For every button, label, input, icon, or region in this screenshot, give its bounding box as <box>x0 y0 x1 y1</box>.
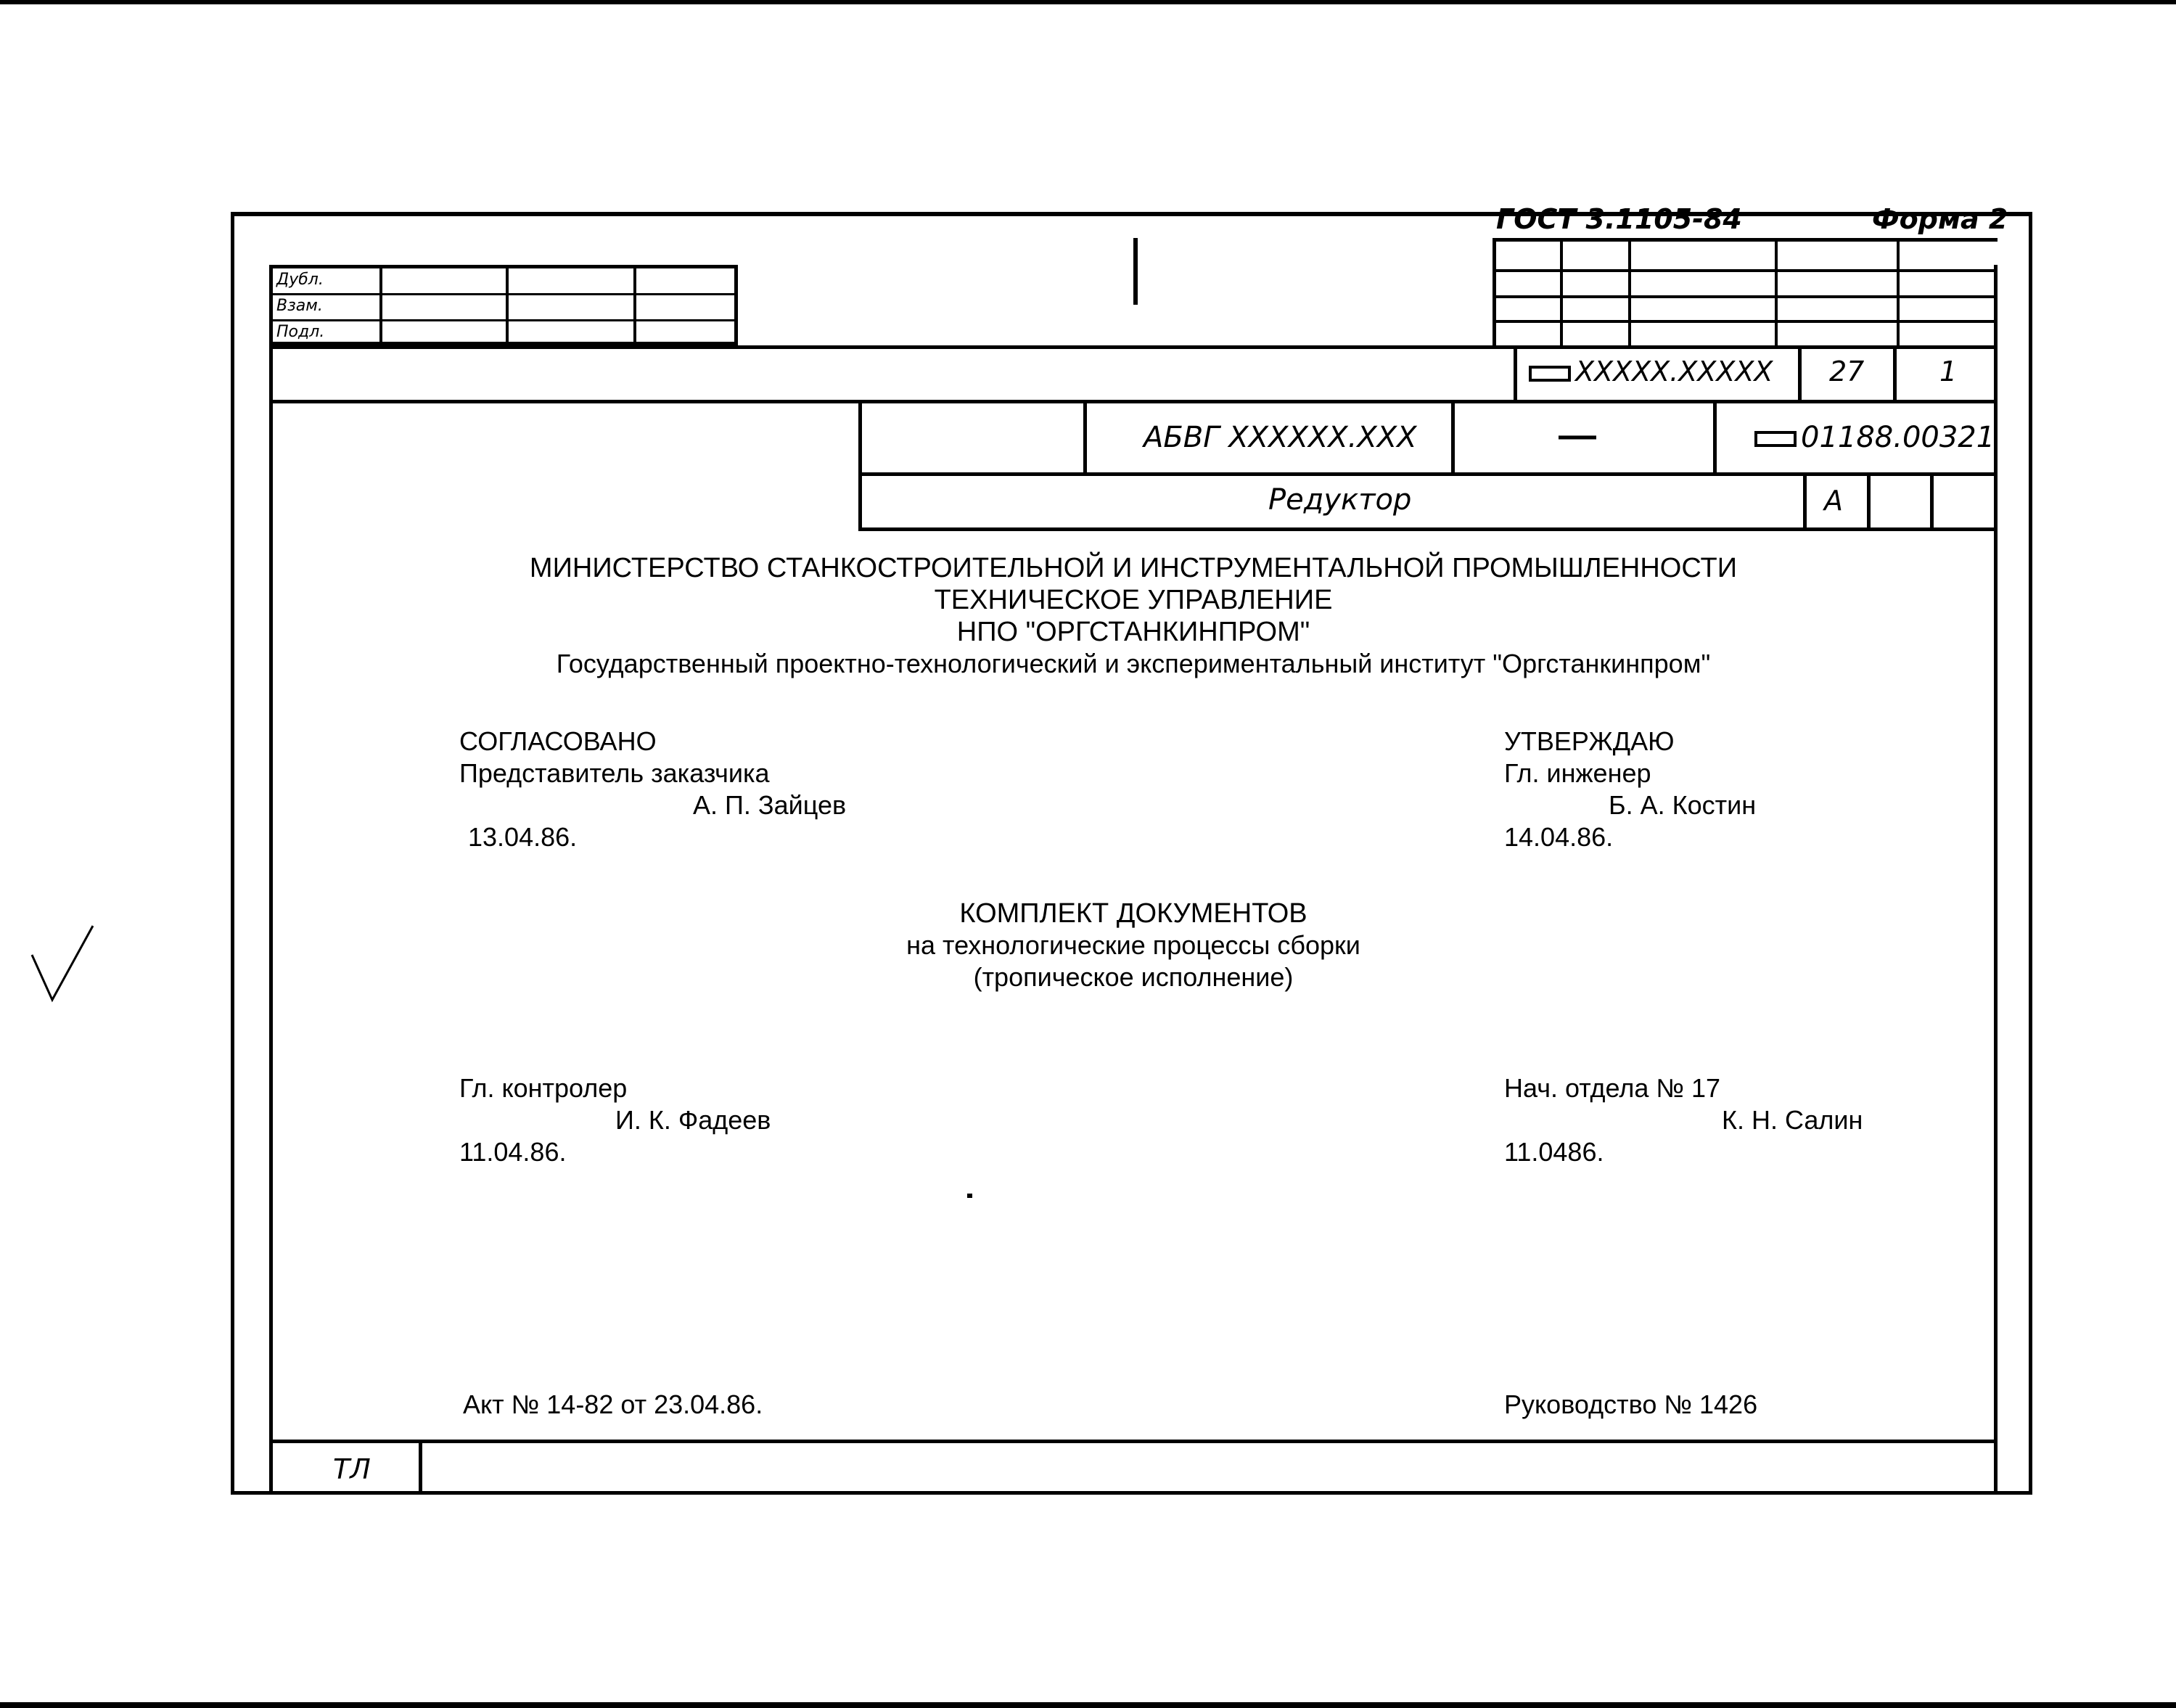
right-stamp-col-line <box>1775 242 1778 347</box>
agreed-name: А. П. Зайцев <box>693 790 847 820</box>
name-row <box>858 473 1998 531</box>
approved-name: Б. А. Костин <box>1609 790 1757 820</box>
stamp-col-divider <box>506 268 509 342</box>
agreed-role: Представитель заказчика <box>459 758 770 788</box>
product-letter: А <box>1824 485 1843 517</box>
bottom-edge-line <box>0 1702 2176 1708</box>
act-text: Акт № 14-82 от 23.04.86. <box>463 1389 763 1419</box>
doc-row-divider <box>1798 345 1802 400</box>
stamp-row <box>269 321 734 345</box>
doc-code: XXXXX.XXXXX <box>1575 356 1773 387</box>
document-subtitle: на технологические процессы сборки <box>906 930 1360 960</box>
doc-num2: 1 <box>1939 356 1958 387</box>
org-line1: МИНИСТЕРСТВО СТАНКОСТРОИТЕЛЬНОЙ И ИНСТРУМЕНТАЛЬНОЙ ПРОМЫШЛЕННОСТИ <box>529 553 1738 583</box>
stamp-row <box>269 295 734 321</box>
designation-divider <box>1451 401 1455 472</box>
department-role: Нач. отдела № 17 <box>1504 1073 1721 1103</box>
document-title: КОМПЛЕКТ ДОКУМЕНТОВ <box>959 898 1307 929</box>
left-stamp <box>269 265 738 345</box>
right-stamp-col-line <box>1628 242 1631 347</box>
doc-num1: 27 <box>1829 356 1865 387</box>
doc-type-code: ТЛ <box>333 1453 371 1485</box>
center-mark <box>1133 238 1138 305</box>
gost-label: ГОСТ 3.1105-84 <box>1496 203 1742 235</box>
stamp-col-divider <box>633 268 636 342</box>
designation-row <box>858 401 1998 476</box>
designation-divider <box>1713 401 1717 472</box>
name-divider <box>1930 473 1934 527</box>
stamp-col-divider <box>379 268 382 342</box>
right-stamp <box>1493 238 1998 347</box>
stray-dot <box>967 1194 972 1198</box>
checkmark-icon <box>28 921 100 1009</box>
designation-dash: — <box>1559 414 1596 456</box>
doc-row-divider <box>1514 345 1517 400</box>
document-title-block <box>269 898 1998 1000</box>
department-date: 11.0486. <box>1504 1137 1604 1167</box>
bottom-strip <box>269 1440 1998 1495</box>
designation-code: АБВГ XXXXXX.XXX <box>1144 421 1417 454</box>
designation-number-cell <box>1754 421 1995 454</box>
doc-code-cell <box>1529 356 1773 387</box>
org-line3: НПО "ОРГСТАНКИНПРОМ" <box>956 617 1310 647</box>
document-note: (тропическое исполнение) <box>973 962 1294 992</box>
product-name: Редуктор <box>1268 483 1412 517</box>
approved-role: Гл. инженер <box>1504 758 1651 788</box>
organization-block <box>269 553 1998 683</box>
bottom-strip-divider <box>419 1443 422 1495</box>
name-divider <box>1867 473 1871 527</box>
name-divider <box>1803 473 1807 527</box>
rectangle-icon <box>1529 366 1571 382</box>
right-stamp-col-line <box>1560 242 1563 347</box>
right-stamp-row-line <box>1496 269 1998 272</box>
right-stamp-row-line <box>1496 320 1998 323</box>
right-stamp-col-line <box>1897 242 1900 347</box>
controller-date: 11.04.86. <box>459 1137 567 1167</box>
approved-title: УТВЕРЖДАЮ <box>1504 726 1675 756</box>
approved-date: 14.04.86. <box>1504 822 1614 852</box>
top-edge-line <box>0 0 2176 4</box>
department-name: К. Н. Салин <box>1722 1105 1863 1135</box>
doc-row <box>269 345 1998 403</box>
stamp-row-label: Подл. <box>276 323 325 341</box>
org-line4: Государственный проектно-технологический и экспериментальный институт "Оргстанкинпром" <box>556 649 1711 678</box>
controller-role: Гл. контролер <box>459 1073 628 1103</box>
stamp-row-label: Дубл. <box>276 271 324 289</box>
controller-name: И. К. Фадеев <box>615 1105 771 1135</box>
designation-number: 01188.00321 <box>1801 421 1995 454</box>
stamp-row-label: Взам. <box>276 297 323 315</box>
doc-row-divider <box>1893 345 1897 400</box>
stamp-row <box>269 268 734 295</box>
right-stamp-row-line <box>1496 295 1998 298</box>
guide-text: Руководство № 1426 <box>1504 1389 1758 1419</box>
designation-divider <box>1083 401 1087 472</box>
org-line2: ТЕХНИЧЕСКОЕ УПРАВЛЕНИЕ <box>934 585 1333 615</box>
rectangle-icon <box>1754 431 1797 447</box>
agreed-title: СОГЛАСОВАНО <box>459 726 657 756</box>
form-label: Форма 2 <box>1872 203 2008 235</box>
agreed-date: 13.04.86. <box>468 822 578 852</box>
